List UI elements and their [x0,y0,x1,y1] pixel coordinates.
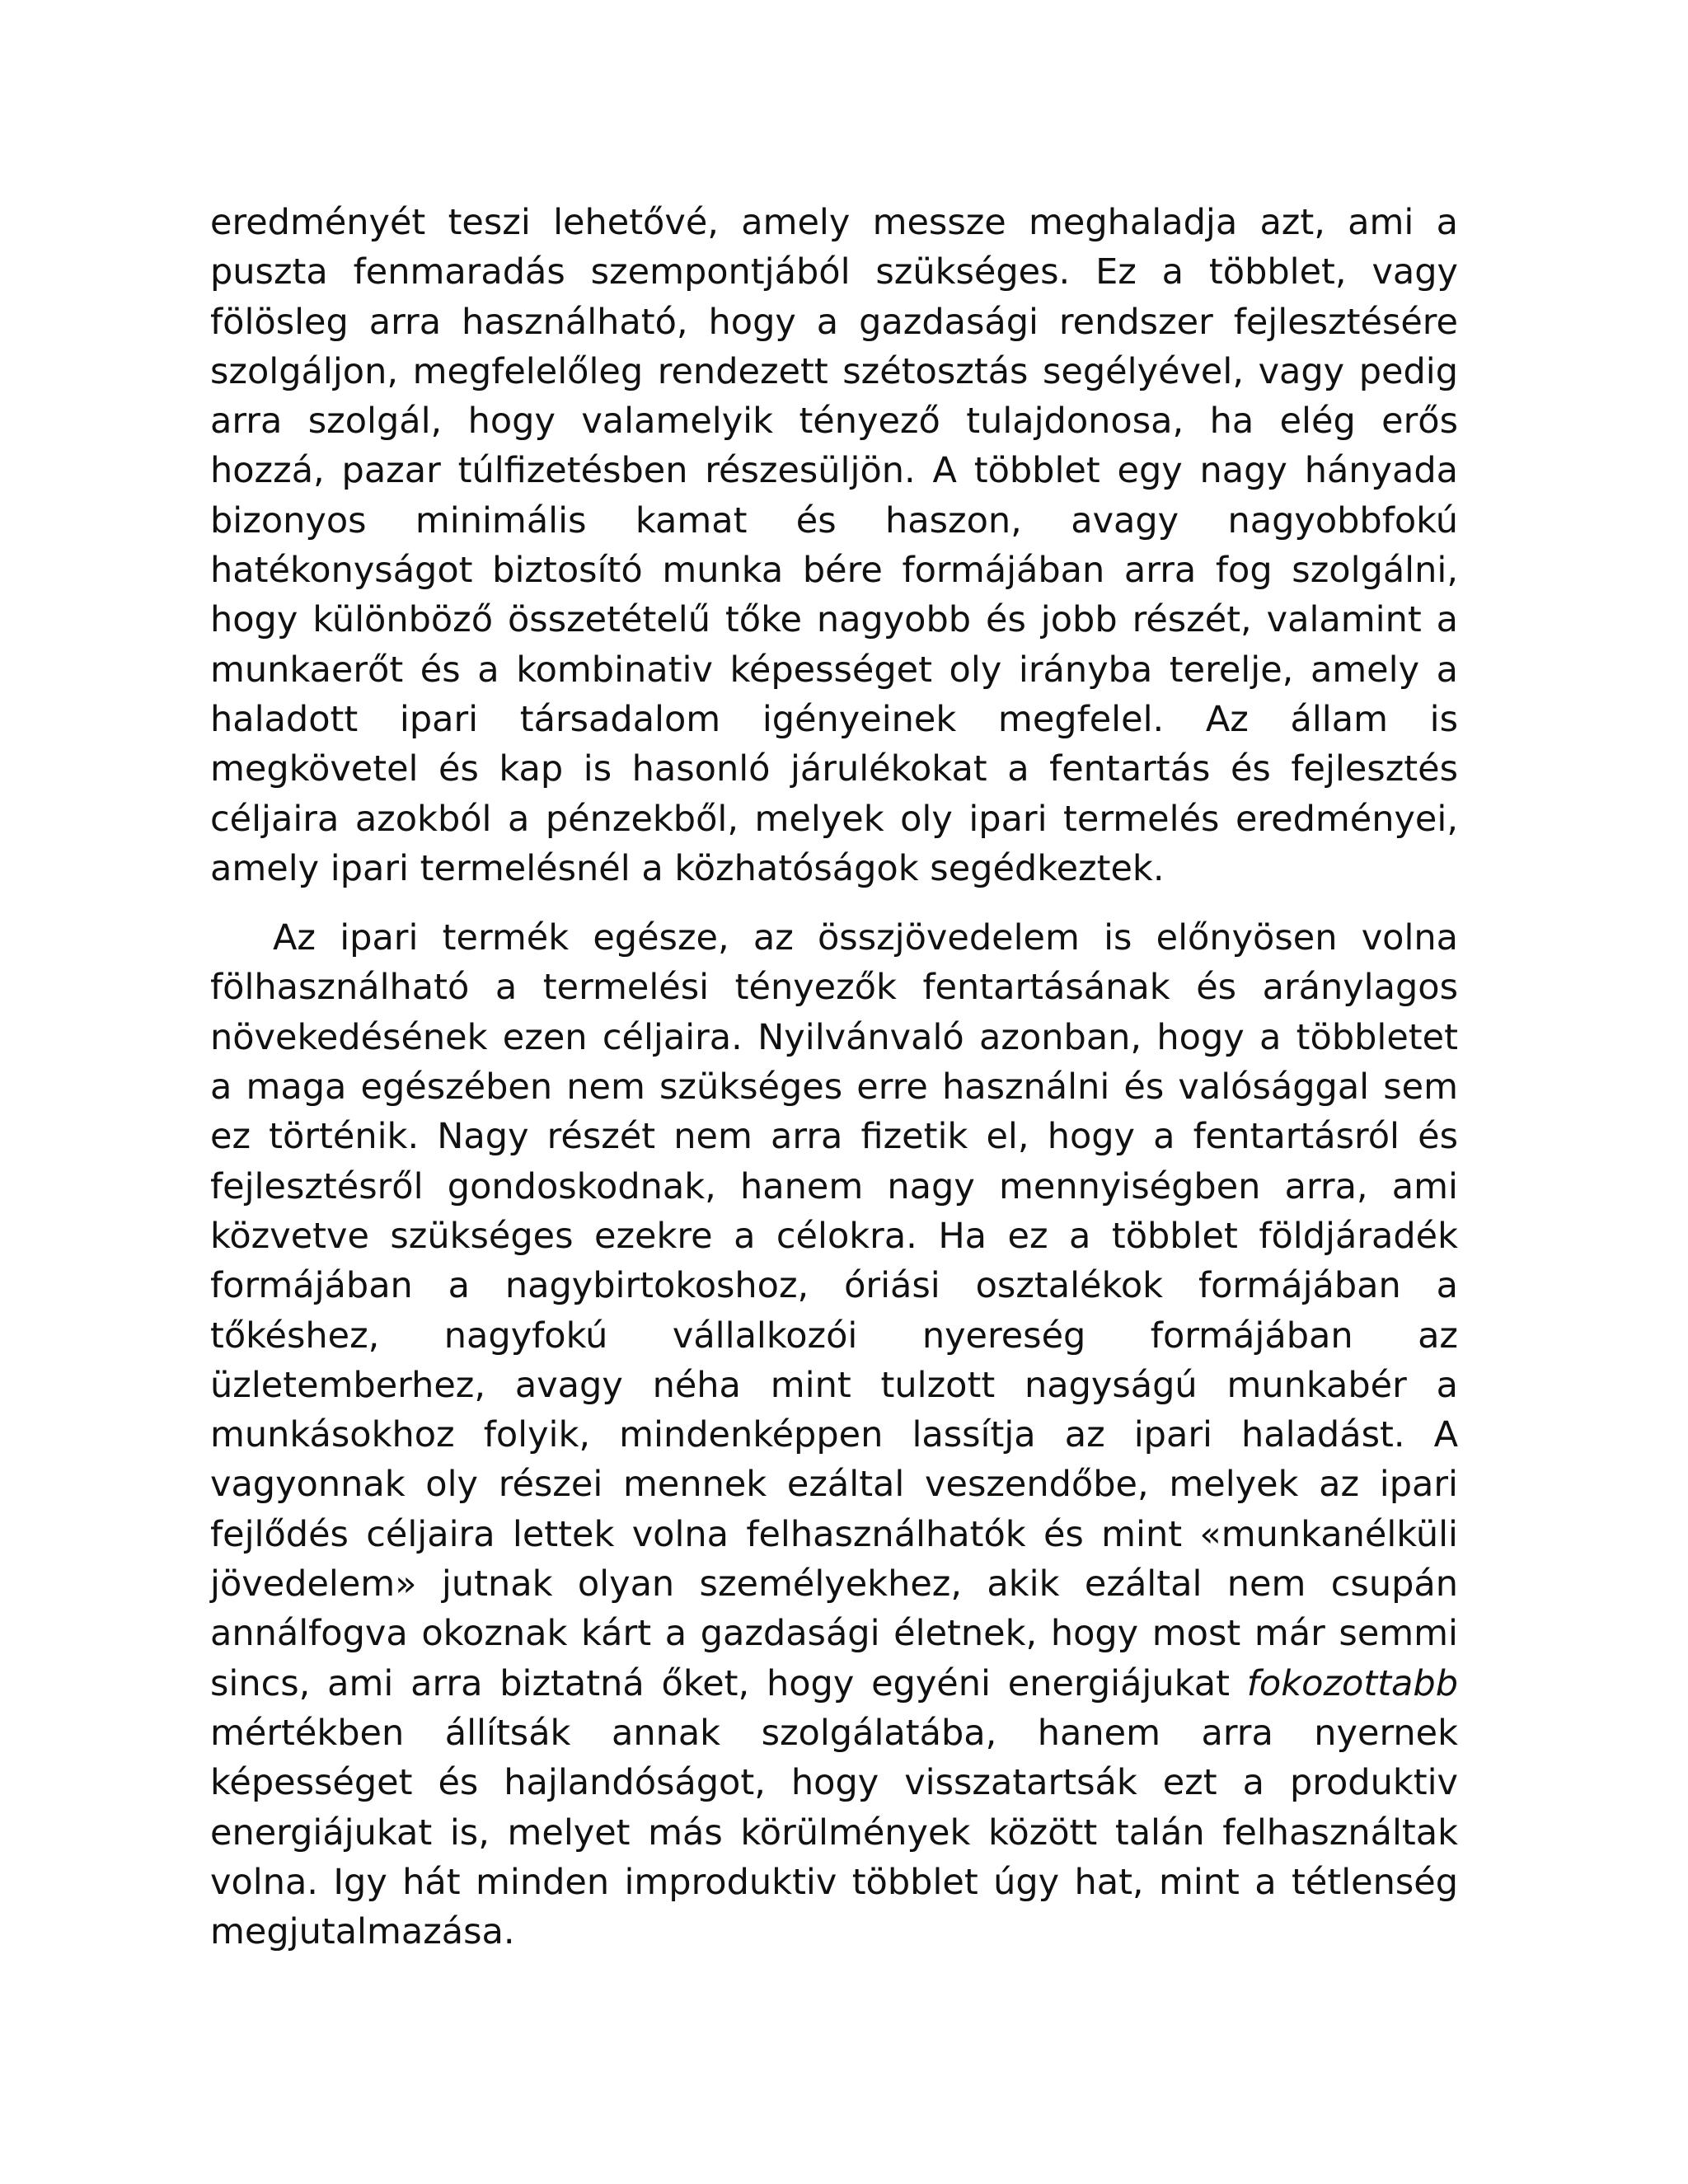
paragraph-2-text-part-1: Az ipari termék egésze, az összjövedelem is előnyösen volna fölhasználható a termelési tényezők fentartásának és aránylagos növekedésének ezen céljaira. Nyilvánvaló azonban, hogy a többletet a maga egészében nem szükséges erre használni és valósággal sem ez történik. Nagy részét nem arra fizetik el, hogy a fentartásról és fejlesztésről gondoskodnak, hanem nagy mennyiségben arra, ami közvetve szükséges ezekre a célokra. Ha ez a többlet földjáradék formájában a nagybirtokoshoz, óriási osztalékok formájában a tőkéshez, nagyfokú vállalkozói nyereség formájában az üzletemberhez, avagy néha mint tulzott nagyságú munkabér a munkásokhoz folyik, mindenképpen lassítja az ipari haladást. A vagyonnak oly részei mennek ezáltal veszendőbe, melyek az ipari fejlődés céljaira lettek volna felhasználhatók és mint «munkanélküli jövedelem» jutnak olyan személyekhez, akik ezáltal nem csupán annálfogva okoznak kárt a gazdasági életnek, hogy most már semmi sincs, ami arra biztatná őket, hogy egyéni energiájukat [210,917,1458,1704]
paragraph-1-text: eredményét teszi lehetővé, amely messze meghaladja azt, ami a puszta fenmaradás szempontjából szükséges. Ez a többlet, vagy fölösleg arra használható, hogy a gazdasági rendszer fejlesztésére szolgáljon, megfelelőleg rendezett szétosztás segélyével, vagy pedig arra szolgál, hogy valamelyik tényező tulajdonosa, ha elég erős hozzá, pazar túlfizetésben részesüljön. A többlet egy nagy hányada bizonyos minimális kamat és haszon, avagy nagyobbfokú hatékonyságot biztosító munka bére formájában arra fog szolgálni, hogy különböző összetételű tőke nagyobb és jobb részét, valamint a munkaerőt és a kombinativ képességet oly irányba terelje, amely a haladott ipari társadalom igényeinek megfelel. Az állam is megkövetel és kap is hasonló járulékokat a fentartás és fejlesztés céljaira azokból a pénzekből, melyek oly ipari termelés eredményei, amely ipari termelésnél a közhatóságok segédkeztek. [210,202,1458,889]
paragraph-2-text-part-2: mértékben állítsák annak szolgálatába, hanem arra nyernek képességet és hajlandóságot, hogy visszatartsák ezt a produktiv energiájukat is, melyet más körülmények között talán felhasználtak volna. Igy hát minden improduktiv többlet úgy hat, mint a tétlenség megjutalmazása. [210,1712,1458,1953]
paragraph-1 [210,198,1458,893]
paragraph-2-italic-word: fokozottabb [1246,1662,1458,1704]
paragraph-2 [210,913,1458,1957]
document-page [210,198,1458,1957]
